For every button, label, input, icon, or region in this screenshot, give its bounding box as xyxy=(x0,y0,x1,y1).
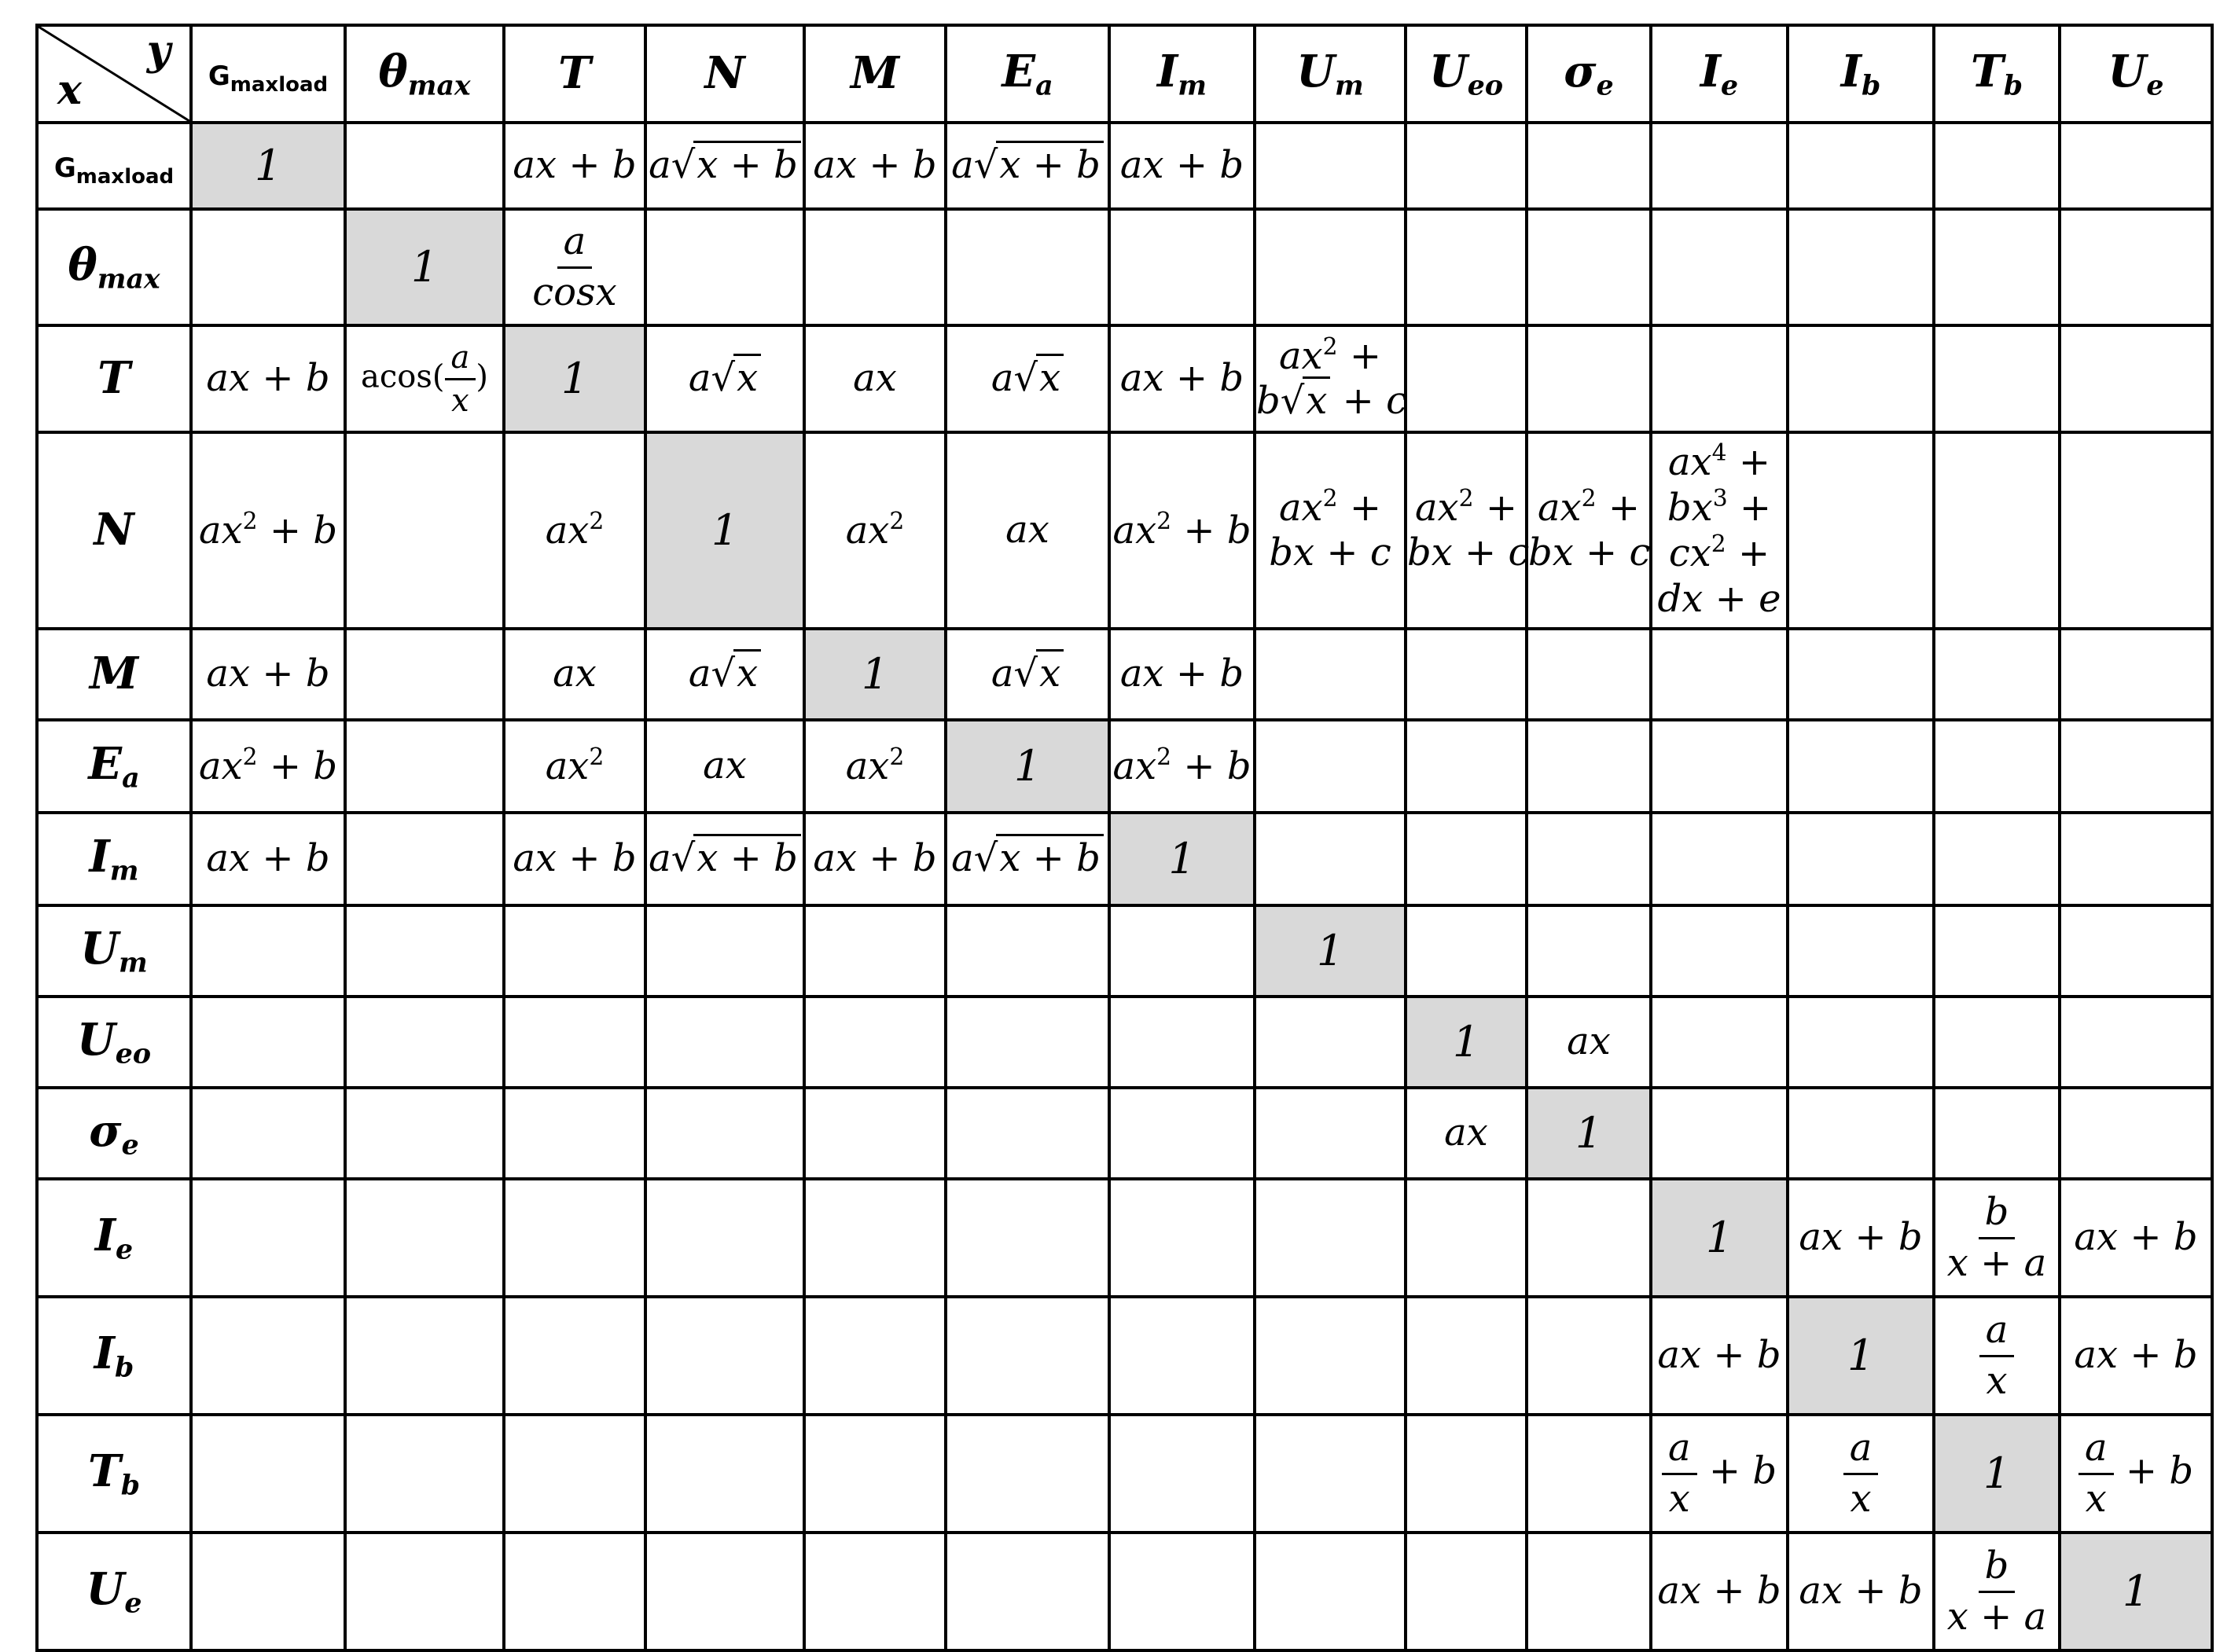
matrix-cell xyxy=(1651,813,1788,905)
fraction: $\frac{a}{x}$ xyxy=(1979,1308,2015,1404)
matrix-cell: a√x + b xyxy=(645,813,804,905)
matrix-cell xyxy=(1109,1415,1255,1533)
matrix-cell xyxy=(804,997,946,1088)
matrix-cell xyxy=(1934,629,2060,720)
matrix-cell: ax + b xyxy=(2060,1179,2212,1297)
label-text: N xyxy=(94,504,134,556)
matrix-cell: a√x xyxy=(645,629,804,720)
matrix-cell xyxy=(2060,432,2212,629)
matrix-cell xyxy=(2060,1088,2212,1179)
matrix-cell xyxy=(1651,432,1788,629)
matrix-cell xyxy=(1527,1533,1651,1650)
row-header xyxy=(37,123,191,209)
matrix-cell xyxy=(1527,1179,1651,1297)
row-header xyxy=(37,813,191,905)
column-header xyxy=(2060,25,2212,123)
matrix-cell xyxy=(1406,1179,1527,1297)
matrix-cell xyxy=(1406,1533,1527,1650)
table-row xyxy=(37,209,2212,325)
matrix-cell xyxy=(804,1088,946,1179)
matrix-cell xyxy=(1406,720,1527,813)
label-text: $I_b$ xyxy=(1840,45,1881,102)
column-header xyxy=(1651,25,1788,123)
label-text: $I_e$ xyxy=(1700,45,1739,102)
matrix-cell xyxy=(191,209,345,325)
fraction: $\frac{a}{\cos x}$ xyxy=(532,218,617,314)
matrix-cell xyxy=(191,1179,345,1297)
matrix-cell: ax + b xyxy=(504,123,645,209)
matrix-cell: ax + b xyxy=(1109,325,1255,432)
matrix-cell xyxy=(645,209,804,325)
row-header xyxy=(37,1533,191,1650)
column-header xyxy=(645,25,804,123)
matrix-cell xyxy=(946,1088,1109,1179)
matrix-cell xyxy=(345,1179,504,1297)
matrix-cell xyxy=(1788,209,1934,325)
matrix-cell xyxy=(1934,1088,2060,1179)
matrix-cell xyxy=(645,1297,804,1415)
matrix-cell xyxy=(1255,209,1406,325)
matrix-cell xyxy=(1527,325,1651,432)
matrix-cell xyxy=(1255,720,1406,813)
matrix-cell xyxy=(191,1415,345,1533)
label-text: T xyxy=(558,47,591,100)
column-header xyxy=(345,25,504,123)
matrix-cell: ax xyxy=(504,629,645,720)
label-text: $\theta_{max}$ xyxy=(68,238,160,296)
matrix-cell xyxy=(504,1415,645,1533)
matrix-cell xyxy=(345,905,504,997)
matrix-cell: ax + b xyxy=(1651,1297,1788,1415)
matrix-cell: ax + b xyxy=(191,629,345,720)
matrix-cell xyxy=(191,1297,345,1415)
matrix-cell xyxy=(1527,720,1651,813)
matrix-cell xyxy=(946,997,1109,1088)
matrix-cell xyxy=(2060,325,2212,432)
matrix-cell xyxy=(1527,1297,1651,1415)
label-text: N xyxy=(704,47,745,100)
matrix-cell: a√x + b xyxy=(946,813,1109,905)
matrix-cell xyxy=(1934,209,2060,325)
label-text: $U_m$ xyxy=(1296,45,1364,102)
matrix-cell xyxy=(1651,905,1788,997)
matrix-cell: ax + b xyxy=(1651,1533,1788,1650)
formula-line: $ax^4$ + xyxy=(1667,439,1771,484)
matrix-cell: $ax^2$ xyxy=(504,720,645,813)
matrix-cell: ax + b xyxy=(804,123,946,209)
matrix-cell xyxy=(504,1297,645,1415)
matrix-cell: 1 xyxy=(504,325,645,432)
matrix-cell xyxy=(345,1297,504,1415)
table-row xyxy=(37,905,2212,997)
matrix-cell xyxy=(345,997,504,1088)
matrix-cell: ax + b xyxy=(191,813,345,905)
matrix-cell: 1 xyxy=(1934,1415,2060,1533)
row-header xyxy=(37,720,191,813)
column-header xyxy=(1406,25,1527,123)
matrix-cell xyxy=(946,1415,1109,1533)
row-header xyxy=(37,209,191,325)
matrix-cell xyxy=(946,1533,1109,1650)
matrix-cell xyxy=(1109,209,1255,325)
fraction: $\frac{a}{x}$ xyxy=(445,339,476,420)
column-header xyxy=(946,25,1109,123)
matrix-cell xyxy=(1651,209,1788,325)
matrix-cell: 1 xyxy=(1255,905,1406,997)
matrix-cell xyxy=(191,1088,345,1179)
matrix-cell xyxy=(645,905,804,997)
matrix-cell: ax xyxy=(645,720,804,813)
table-row xyxy=(37,1297,2212,1415)
matrix-cell xyxy=(1406,1415,1527,1533)
matrix-cell xyxy=(1109,1533,1255,1650)
matrix-cell xyxy=(345,432,504,629)
matrix-cell xyxy=(645,997,804,1088)
matrix-cell xyxy=(1255,432,1406,629)
matrix-cell xyxy=(1788,629,1934,720)
correlation-matrix-table xyxy=(35,24,2214,1652)
matrix-cell: ax + b xyxy=(191,325,345,432)
table-row xyxy=(37,123,2212,209)
formula-line: $ax^2$ + xyxy=(1537,484,1641,530)
matrix-cell: ax + b xyxy=(1109,123,1255,209)
matrix-cell: ax xyxy=(1406,1088,1527,1179)
matrix-cell xyxy=(504,209,645,325)
column-header xyxy=(1527,25,1651,123)
axis-corner-cell xyxy=(37,25,191,123)
matrix-cell xyxy=(804,1179,946,1297)
matrix-cell xyxy=(804,1533,946,1650)
matrix-cell xyxy=(946,1297,1109,1415)
row-header xyxy=(37,1415,191,1533)
x-axis-label: x xyxy=(57,65,83,114)
matrix-cell xyxy=(1788,720,1934,813)
label-text: $U_e$ xyxy=(2108,45,2164,102)
matrix-cell: 1 xyxy=(2060,1533,2212,1650)
label-text: $T_b$ xyxy=(88,1445,140,1502)
matrix-cell: $ax^2 + b$ xyxy=(191,720,345,813)
matrix-cell xyxy=(946,1179,1109,1297)
matrix-cell xyxy=(1788,123,1934,209)
label-text: $I_m$ xyxy=(89,830,139,887)
row-header xyxy=(37,432,191,629)
matrix-cell: ax xyxy=(946,432,1109,629)
matrix-cell: 1 xyxy=(946,720,1109,813)
matrix-cell xyxy=(2060,720,2212,813)
matrix-cell: ax + b xyxy=(804,813,946,905)
matrix-cell xyxy=(504,1533,645,1650)
matrix-cell: a√x xyxy=(946,629,1109,720)
matrix-cell: 1 xyxy=(1406,997,1527,1088)
matrix-cell: ax xyxy=(1527,997,1651,1088)
formula-line: $ax^2$ + xyxy=(1414,484,1518,530)
fraction: $\frac{b}{x + a}$ xyxy=(1946,1543,2047,1639)
table-row xyxy=(37,720,2212,813)
matrix-cell xyxy=(1255,1179,1406,1297)
label-text: $U_m$ xyxy=(80,922,148,979)
matrix-cell xyxy=(645,1088,804,1179)
label-text: $G_{maxload}$ xyxy=(53,152,175,189)
formula-line: $ax^2$ + xyxy=(1278,484,1382,530)
label-text: $U_{eo}$ xyxy=(1428,45,1504,102)
table-row xyxy=(37,432,2212,629)
matrix-cell xyxy=(1651,325,1788,432)
column-header xyxy=(804,25,946,123)
label-text: M xyxy=(90,648,138,700)
matrix-cell: acos( $\frac{a}{x}$ ) xyxy=(345,325,504,432)
matrix-cell: ax + b xyxy=(504,813,645,905)
label-text: $E_a$ xyxy=(1002,45,1053,102)
matrix-cell xyxy=(2060,813,2212,905)
label-text: $\theta_{max}$ xyxy=(378,45,471,102)
matrix-cell xyxy=(645,1415,804,1533)
label-text: $U_{eo}$ xyxy=(76,1013,152,1070)
matrix-cell xyxy=(1934,997,2060,1088)
matrix-cell: ax + b xyxy=(1109,629,1255,720)
matrix-cell xyxy=(1527,813,1651,905)
matrix-cell xyxy=(191,997,345,1088)
matrix-cell xyxy=(1788,997,1934,1088)
matrix-cell: a√x xyxy=(645,325,804,432)
matrix-cell xyxy=(1406,813,1527,905)
matrix-cell xyxy=(1527,905,1651,997)
matrix-cell xyxy=(1109,1179,1255,1297)
matrix-cell xyxy=(1406,209,1527,325)
matrix-cell xyxy=(1406,1297,1527,1415)
matrix-cell xyxy=(504,905,645,997)
label-text: T xyxy=(97,352,130,405)
matrix-cell xyxy=(1934,1533,2060,1650)
matrix-cell xyxy=(1788,1415,1934,1533)
matrix-cell: a√x + b xyxy=(946,123,1109,209)
matrix-cell: ax xyxy=(804,325,946,432)
matrix-cell xyxy=(2060,997,2212,1088)
row-header xyxy=(37,997,191,1088)
matrix-cell: a√x xyxy=(946,325,1109,432)
matrix-cell xyxy=(1109,1297,1255,1415)
matrix-cell xyxy=(345,1415,504,1533)
matrix-cell xyxy=(804,209,946,325)
matrix-cell xyxy=(1255,813,1406,905)
formula-line: bx + c xyxy=(1269,530,1391,575)
matrix-cell: $ax^2 + b$ xyxy=(1109,720,1255,813)
matrix-cell xyxy=(345,629,504,720)
row-header xyxy=(37,1179,191,1297)
matrix-cell: $ax^2 + b$ xyxy=(191,432,345,629)
matrix-cell xyxy=(1109,1088,1255,1179)
label-text: $I_e$ xyxy=(94,1209,134,1266)
matrix-cell xyxy=(1934,432,2060,629)
matrix-cell xyxy=(1527,629,1651,720)
matrix-cell xyxy=(1651,123,1788,209)
matrix-cell: $ax^2$ xyxy=(804,720,946,813)
matrix-cell xyxy=(1255,1415,1406,1533)
matrix-cell xyxy=(2060,905,2212,997)
matrix-cell: $ax^2$ xyxy=(504,432,645,629)
matrix-cell xyxy=(1934,123,2060,209)
matrix-cell xyxy=(504,997,645,1088)
table-row xyxy=(37,813,2212,905)
column-header xyxy=(1255,25,1406,123)
y-axis-label: y xyxy=(146,27,171,75)
column-header xyxy=(1109,25,1255,123)
matrix-cell xyxy=(1651,629,1788,720)
table-row xyxy=(37,325,2212,432)
matrix-cell xyxy=(191,905,345,997)
label-text: $U_e$ xyxy=(86,1562,142,1620)
column-header xyxy=(504,25,645,123)
matrix-cell xyxy=(504,1088,645,1179)
column-header xyxy=(191,25,345,123)
table-row xyxy=(37,997,2212,1088)
matrix-cell xyxy=(1527,432,1651,629)
matrix-cell xyxy=(1788,1088,1934,1179)
matrix-cell xyxy=(946,905,1109,997)
matrix-cell: $\frac{a}{x}$ + b xyxy=(1651,1415,1788,1533)
table-row xyxy=(37,1415,2212,1533)
label-text: $\sigma_e$ xyxy=(1564,45,1614,102)
fraction: $\frac{a}{x}$ xyxy=(1843,1426,1879,1522)
matrix-cell xyxy=(345,1088,504,1179)
matrix-cell xyxy=(345,813,504,905)
matrix-cell: ax + b xyxy=(2060,1297,2212,1415)
matrix-cell: $ax^2$ xyxy=(804,432,946,629)
table-row xyxy=(37,1088,2212,1179)
table-row xyxy=(37,1179,2212,1297)
matrix-cell xyxy=(1406,629,1527,720)
matrix-cell xyxy=(804,905,946,997)
matrix-cell xyxy=(1934,1179,2060,1297)
column-header xyxy=(1788,25,1934,123)
matrix-cell xyxy=(1527,1415,1651,1533)
matrix-cell xyxy=(2060,629,2212,720)
matrix-cell xyxy=(2060,209,2212,325)
matrix-cell xyxy=(1527,209,1651,325)
label-text: $I_b$ xyxy=(94,1327,134,1384)
matrix-cell: 1 xyxy=(645,432,804,629)
row-header xyxy=(37,905,191,997)
matrix-cell xyxy=(1109,905,1255,997)
label-text: $G_{maxload}$ xyxy=(208,61,329,97)
matrix-cell xyxy=(1651,997,1788,1088)
matrix-cell: ax + b xyxy=(1788,1533,1934,1650)
matrix-cell: ax + b xyxy=(1788,1179,1934,1297)
matrix-cell: $ax^2 + b$ xyxy=(1109,432,1255,629)
matrix-cell xyxy=(1255,325,1406,432)
matrix-cell xyxy=(804,1415,946,1533)
matrix-cell: 1 xyxy=(1527,1088,1651,1179)
matrix-cell xyxy=(1406,325,1527,432)
matrix-cell xyxy=(1255,123,1406,209)
matrix-cell xyxy=(946,209,1109,325)
label-text: $\sigma_e$ xyxy=(89,1104,139,1162)
matrix-cell xyxy=(1651,720,1788,813)
formula-line: dx + e xyxy=(1657,576,1781,621)
matrix-cell xyxy=(645,1533,804,1650)
matrix-cell: 1 xyxy=(191,123,345,209)
label-text: $T_b$ xyxy=(1971,45,2023,102)
matrix-cell xyxy=(1406,905,1527,997)
fraction: $\frac{a}{x}$ xyxy=(1662,1426,1697,1522)
fraction: $\frac{a}{x}$ xyxy=(2078,1426,2114,1522)
matrix-cell xyxy=(191,1533,345,1650)
matrix-cell xyxy=(1255,1297,1406,1415)
matrix-cell: 1 xyxy=(1788,1297,1934,1415)
matrix-cell xyxy=(1934,325,2060,432)
formula-line: bx + c xyxy=(1528,530,1651,575)
matrix-cell xyxy=(1406,123,1527,209)
matrix-cell xyxy=(504,1179,645,1297)
matrix-cell: a√x + b xyxy=(645,123,804,209)
matrix-cell xyxy=(1651,1088,1788,1179)
matrix-cell xyxy=(1788,813,1934,905)
formula-line: $ax^2$ + xyxy=(1278,332,1382,378)
matrix-cell xyxy=(804,1297,946,1415)
matrix-cell xyxy=(345,123,504,209)
matrix-cell xyxy=(1406,432,1530,629)
label-text: $E_a$ xyxy=(88,737,140,795)
row-header xyxy=(37,1088,191,1179)
matrix-cell: 1 xyxy=(1651,1179,1788,1297)
matrix-cell: 1 xyxy=(1109,813,1255,905)
matrix-cell xyxy=(1788,905,1934,997)
matrix-cell xyxy=(1109,997,1255,1088)
matrix-cell xyxy=(1934,813,2060,905)
matrix-cell xyxy=(1934,720,2060,813)
matrix-cell xyxy=(2060,123,2212,209)
formula-line: bx + c xyxy=(1407,530,1530,575)
matrix-cell xyxy=(645,1179,804,1297)
matrix-cell xyxy=(1527,123,1651,209)
label-text: M xyxy=(851,47,899,100)
matrix-cell xyxy=(1934,1297,2060,1415)
matrix-cell xyxy=(1934,905,2060,997)
matrix-cell xyxy=(1255,1533,1406,1650)
matrix-cell: $\frac{a}{x}$ + b xyxy=(2060,1415,2212,1533)
table-row xyxy=(37,629,2212,720)
matrix-cell xyxy=(1788,432,1934,629)
matrix-cell xyxy=(345,1533,504,1650)
row-header xyxy=(37,629,191,720)
matrix-cell xyxy=(1255,997,1406,1088)
row-header xyxy=(37,1297,191,1415)
header-row xyxy=(37,25,2212,123)
formula-line: b√x + c xyxy=(1256,379,1404,424)
column-header xyxy=(1934,25,2060,123)
table-row xyxy=(37,1533,2212,1650)
fraction: $\frac{b}{x + a}$ xyxy=(1946,1189,2047,1285)
matrix-cell xyxy=(1255,1088,1406,1179)
label-text: $I_m$ xyxy=(1157,45,1207,102)
matrix-cell: 1 xyxy=(345,209,504,325)
formula-line: $bx^3$ + xyxy=(1667,484,1772,530)
matrix-cell: 1 xyxy=(804,629,946,720)
formula-line: $cx^2$ + xyxy=(1668,530,1770,576)
matrix-cell xyxy=(1788,325,1934,432)
matrix-cell xyxy=(345,720,504,813)
matrix-cell xyxy=(1255,629,1406,720)
row-header xyxy=(37,325,191,432)
